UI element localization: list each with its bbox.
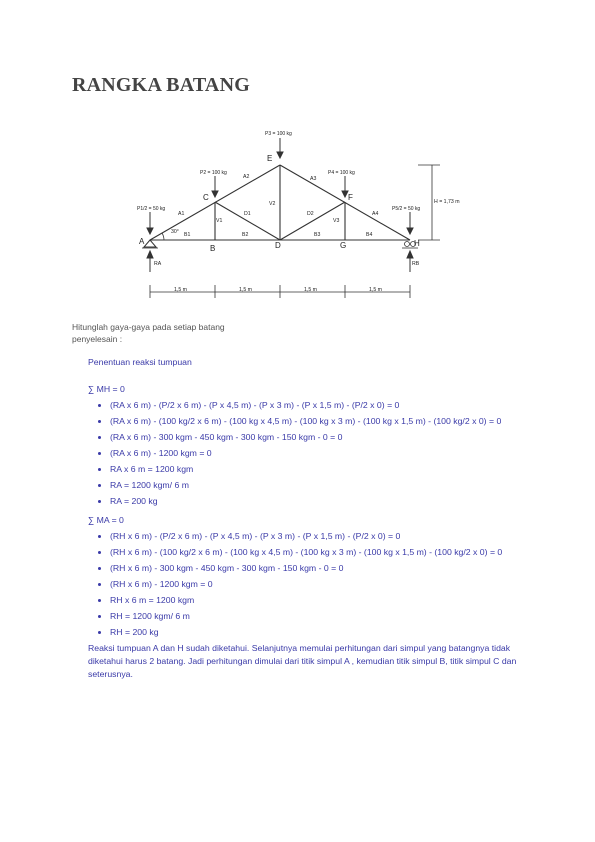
label-v1: V1 [216,218,223,224]
page-title: RANGKA BATANG [72,74,250,96]
list-item: • RH = 200 kg [110,626,528,639]
list-item: • (RH x 6 m) - (100 kg/2 x 6 m) - (100 kg x 4,5 m) - (100 kg x 3 m) - (100 kg x 1,5 m) - (100 kg/2 x 0) = 0 [110,546,528,559]
label-a2: A2 [243,174,250,180]
dimension-label-4: 1,5 m [369,287,382,293]
node-d: D [275,241,281,250]
member-labels [154,174,460,267]
solution-section [88,356,528,681]
list-item: • RA = 200 kg [110,495,528,508]
node-f: F [348,193,353,202]
list-item: • (RH x 6 m) - 300 kgm - 450 kgm - 300 kgm - 150 kgm - 0 = 0 [110,562,528,575]
node-a: A [139,237,145,246]
list-item: • RA = 1200 kgm/ 6 m [110,479,528,492]
dimension-label-3: 1,5 m [304,287,317,293]
label-a4: A4 [372,211,379,217]
label-v2: V2 [269,201,276,207]
list-item: • (RH x 6 m) - 1200 kgm = 0 [110,578,528,591]
closing-paragraph: Reaksi tumpuan A dan H sudah diketahui. Selanjutnya memulai perhitungan dari simpul yang batangnya tidak diketahui harus 2 batang. Jadi perhitungan dimulai dari titik simpul A , kemudian titik simpul B, titik simpul C dan seterusnya. [88,643,517,679]
label-b3: B3 [314,232,321,238]
load-label-p3: P3 = 100 kg [265,131,292,137]
reaction-ra: RA [154,261,162,267]
label-d1: D1 [244,211,251,217]
solution-heading: Penentuan reaksi tumpuan [88,357,192,367]
list-item: • (RH x 6 m) - (P/2 x 6 m) - (P x 4,5 m) - (P x 3 m) - (P x 1,5 m) - (P/2 x 0) = 0 [110,530,528,543]
truss-diagram [0,120,595,310]
node-g: G [340,241,347,250]
load-label-p2: P2 = 100 kg [200,170,227,176]
load-label-p1: P1/2 = 50 kg [137,206,166,212]
list-item: • (RA x 6 m) - (P/2 x 6 m) - (P x 4,5 m) - (P x 3 m) - (P x 1,5 m) - (P/2 x 0) = 0 [110,399,528,412]
label-d2: D2 [307,211,314,217]
load-labels [137,131,420,212]
node-h: H [414,239,420,248]
label-b4: B4 [366,232,373,238]
truss-members [150,165,410,240]
roller-h [405,242,410,247]
label-v3: V3 [333,218,340,224]
support-a [144,240,156,247]
list-item: • (RA x 6 m) - 1200 kgm = 0 [110,447,528,460]
load-label-p4: P4 = 100 kg [328,170,355,176]
list-item: • RA x 6 m = 1200 kgm [110,463,528,476]
load-label-p5: P5/2 = 50 kg [392,206,421,212]
mh-steps-list [88,399,528,508]
list-item: • (RA x 6 m) - (100 kg/2 x 6 m) - (100 kg x 4,5 m) - (100 kg x 3 m) - (100 kg x 1,5 m) - (100 kg/2 x 0) = 0 [110,415,528,428]
node-e: E [267,154,273,163]
label-b2: B2 [242,232,249,238]
intro-text [72,321,225,345]
list-item: • RH = 1200 kgm/ 6 m [110,610,528,623]
label-b1: B1 [184,232,191,238]
list-item: • RH x 6 m = 1200 kgm [110,594,528,607]
node-c: C [203,193,209,202]
angle-label: 30° [171,229,179,235]
reaction-rb: RB [412,261,420,267]
node-b: B [210,244,216,253]
label-a1: A1 [178,211,185,217]
angle-arc [162,233,164,240]
sum-ma-heading: ∑ MA = 0 [88,515,124,525]
dimension-label-2: 1,5 m [239,287,252,293]
label-a3: A3 [310,176,317,182]
sum-mh-heading: ∑ MH = 0 [88,384,125,394]
intro-line-2: penyelesain : [72,334,123,344]
dimension-label-1: 1,5 m [174,287,187,293]
height-label: H = 1,73 m [434,199,460,205]
intro-line-1: Hitunglah gaya-gaya pada setiap batang [72,322,225,332]
ma-steps-list [88,530,528,639]
list-item: • (RA x 6 m) - 300 kgm - 450 kgm - 300 kgm - 150 kgm - 0 = 0 [110,431,528,444]
reaction-arrows [147,251,413,272]
